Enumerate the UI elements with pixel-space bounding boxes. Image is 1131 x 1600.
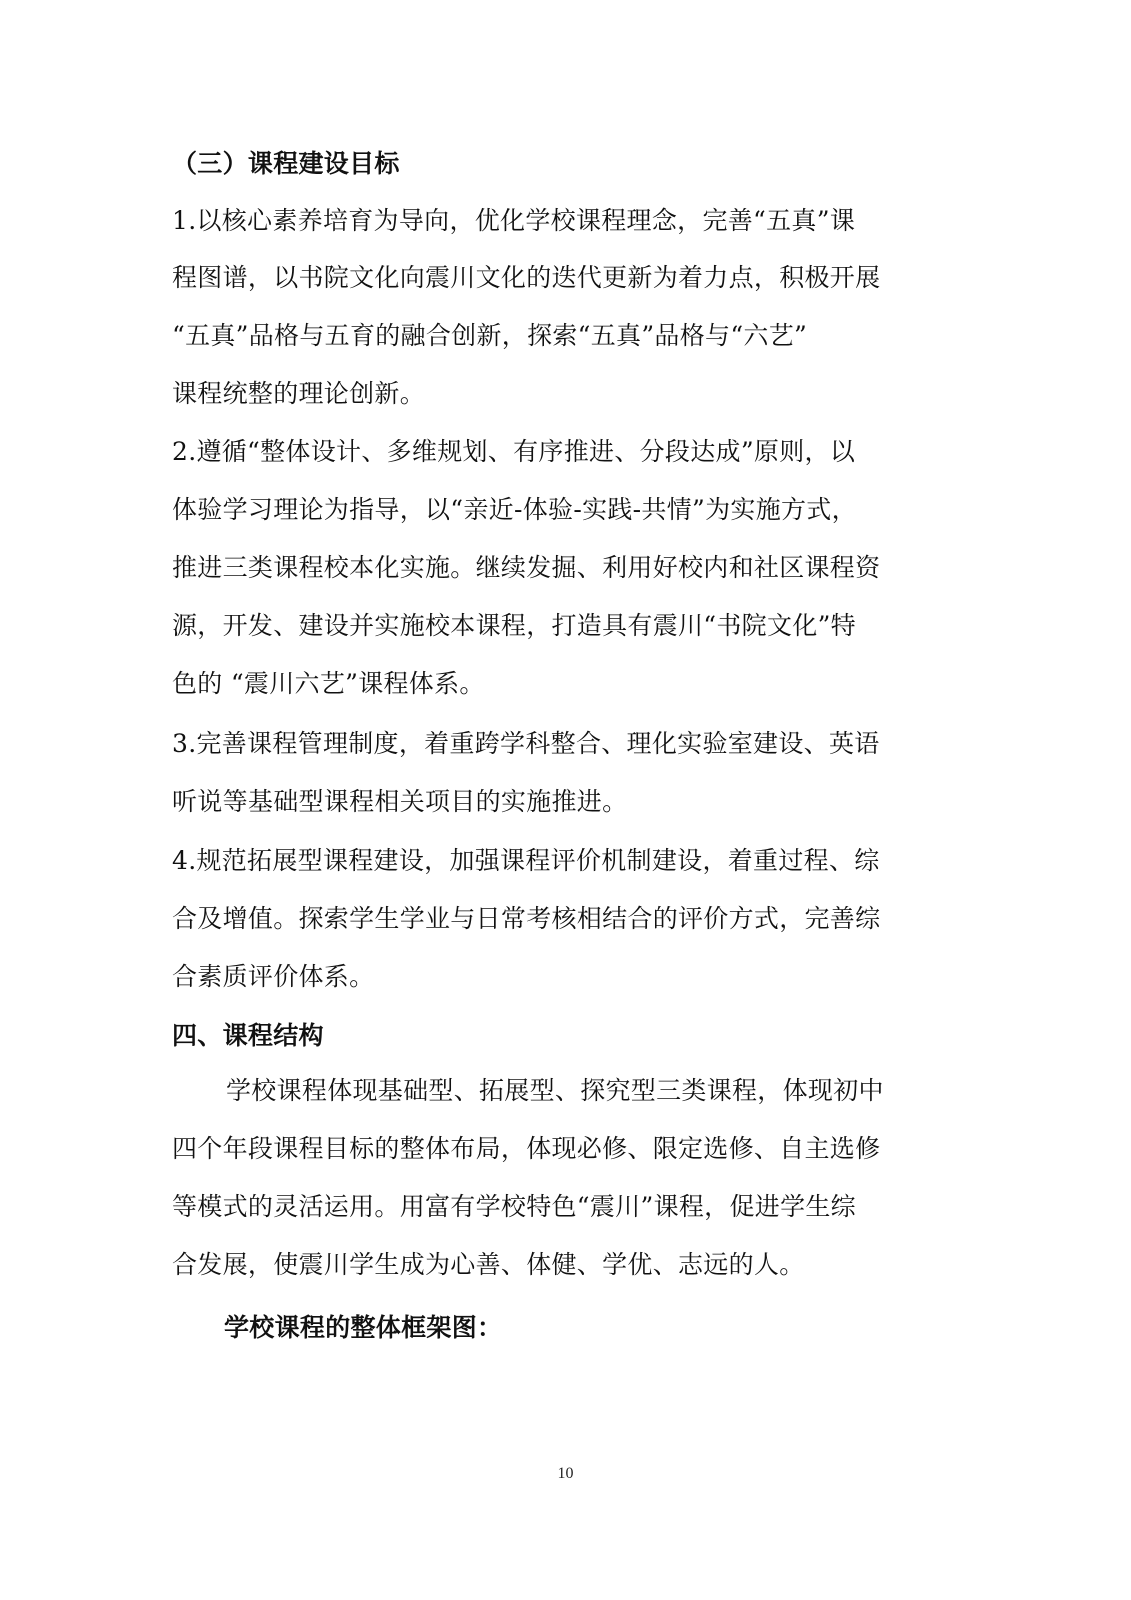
- goal-1-line-3: “五真”品格与五育的融合创新，探索“五真”品格与“六艺”: [172, 321, 808, 350]
- structure-paragraph-line-3: 等模式的灵活运用。用富有学校特色“震川”课程，促进学生综: [172, 1192, 856, 1221]
- page-number: 10: [557, 1465, 574, 1482]
- goal-1-line-2: 程图谱，以书院文化向震川文化的迭代更新为着力点，积极开展: [172, 263, 881, 292]
- goal-3-line-2: 听说等基础型课程相关项目的实施推进。: [172, 787, 628, 816]
- goal-4-line-3: 合素质评价体系。: [172, 962, 375, 991]
- goal-2-line-5: 色的 “震川六艺”课程体系。: [172, 669, 485, 698]
- structure-paragraph-line-2: 四个年段课程目标的整体布局，体现必修、限定选修、自主选修: [172, 1134, 881, 1163]
- goal-1-line-4: 课程统整的理论创新。: [172, 379, 426, 408]
- structure-paragraph-line-4: 合发展，使震川学生成为心善、体健、学优、志远的人。: [172, 1250, 805, 1279]
- framework-caption: 学校课程的整体框架图：: [224, 1313, 503, 1342]
- goal-2-line-1: 2.遵循“整体设计、多维规划、有序推进、分段达成”原则，以: [172, 437, 856, 466]
- goal-2-line-3: 推进三类课程校本化实施。继续发掘、利用好校内和社区课程资: [172, 553, 881, 582]
- goal-3-line-1: 3.完善课程管理制度，着重跨学科整合、理化实验室建设、英语: [172, 729, 880, 758]
- section-heading: （三）课程建设目标: [172, 149, 400, 178]
- goal-2-line-4: 源，开发、建设并实施校本课程，打造具有震川“书院文化”特: [172, 611, 856, 640]
- goal-2-line-2: 体验学习理论为指导，以“亲近-体验-实践-共情”为实施方式，: [172, 495, 857, 524]
- chapter-heading: 四、课程结构: [172, 1021, 324, 1050]
- structure-paragraph-line-1: 学校课程体现基础型、拓展型、探究型三类课程，体现初中: [226, 1076, 884, 1105]
- goal-4-line-1: 4.规范拓展型课程建设，加强课程评价机制建设，着重过程、综: [172, 846, 880, 875]
- goal-1-line-1: 1.以核心素养培育为导向，优化学校课程理念，完善“五真”课: [172, 206, 856, 235]
- goal-4-line-2: 合及增值。探索学生学业与日常考核相结合的评价方式，完善综: [172, 904, 881, 933]
